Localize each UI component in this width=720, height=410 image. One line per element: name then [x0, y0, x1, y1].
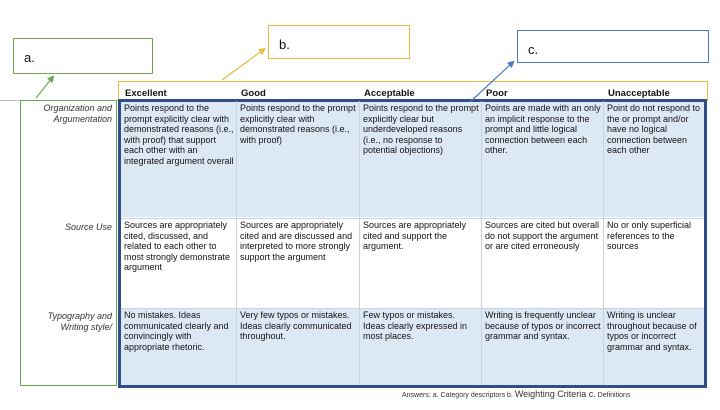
column-header-acceptable: Acceptable: [364, 88, 415, 99]
column-divider: [603, 101, 604, 385]
table-cell: Points respond to the prompt explicitly clear with demonstrated reasons (i.e., with proof) that support each other with an integrated argument overall: [121, 102, 236, 217]
table-cell: Points are made with an only an implicit response to the prompt and little logical connection between each other.: [482, 102, 603, 217]
column-divider: [236, 101, 237, 385]
table-cell: Points respond to the prompt explicitly clear but underdeveloped reasons (i.e., no response to potential objections): [360, 102, 481, 217]
callout-b-label: b.: [279, 37, 290, 52]
callout-a-label: a.: [24, 50, 35, 65]
table-cell: Writing is unclear throughout because of typos or incorrect grammar and syntax.: [604, 309, 704, 385]
table-cell: Sources are cited but overall do not support the argument or are cited erroneously: [485, 220, 600, 252]
arrow-a: [36, 78, 52, 98]
table-cell: Sources are appropriately cited, discussed, and related to each other to most strongly demonstrate argument: [124, 220, 231, 273]
answer-key-prefix: Answers: a. Category descriptors b.: [402, 392, 513, 399]
table-cell: Point do not respond to the or prompt and/or have no logical connection between each other: [604, 102, 704, 217]
arrow-b: [222, 50, 263, 80]
table-cell: Points respond to the prompt explicitly clear with demonstrated reasons (i.e., with proof): [237, 102, 359, 217]
row-label-typography: Typography and Writing style/: [47, 311, 112, 332]
column-header-excellent: Excellent: [125, 88, 167, 99]
table-cell: No mistakes. Ideas communicated clearly and convincingly with appropriate rhetoric.: [121, 309, 236, 385]
table-cell: Sources are appropriately cited and support the argument.: [363, 220, 467, 252]
table-cell: Sources are appropriately cited and are discussed and interpreted to more strongly support the argument: [240, 220, 353, 262]
row-divider: [121, 308, 704, 309]
row-label-organization: Organization and Argumentation: [43, 103, 112, 124]
table-cell: Writing is frequently unclear because of typos or incorrect grammar and syntax.: [482, 309, 603, 385]
row-divider: [121, 218, 704, 219]
column-header-unacceptable: Unacceptable: [608, 88, 670, 99]
column-header-poor: Poor: [486, 88, 508, 99]
table-cell: Very few typos or mistakes. Ideas clearly communicated throughout.: [237, 309, 359, 385]
answer-key-suffix: Definitions: [597, 392, 631, 399]
column-header-good: Good: [241, 88, 266, 99]
row-label-source-use: Source Use: [64, 222, 112, 232]
table-cell: No or only superficial references to the sources: [607, 220, 692, 252]
table-cell: Few typos or mistakes. Ideas clearly expressed in most places.: [360, 309, 481, 385]
answer-key-emphasis: Weighting Criteria c.: [514, 389, 596, 399]
callout-c-label: c.: [528, 42, 539, 57]
column-divider: [481, 101, 482, 385]
answer-key: [402, 389, 718, 399]
column-divider: [359, 101, 360, 385]
